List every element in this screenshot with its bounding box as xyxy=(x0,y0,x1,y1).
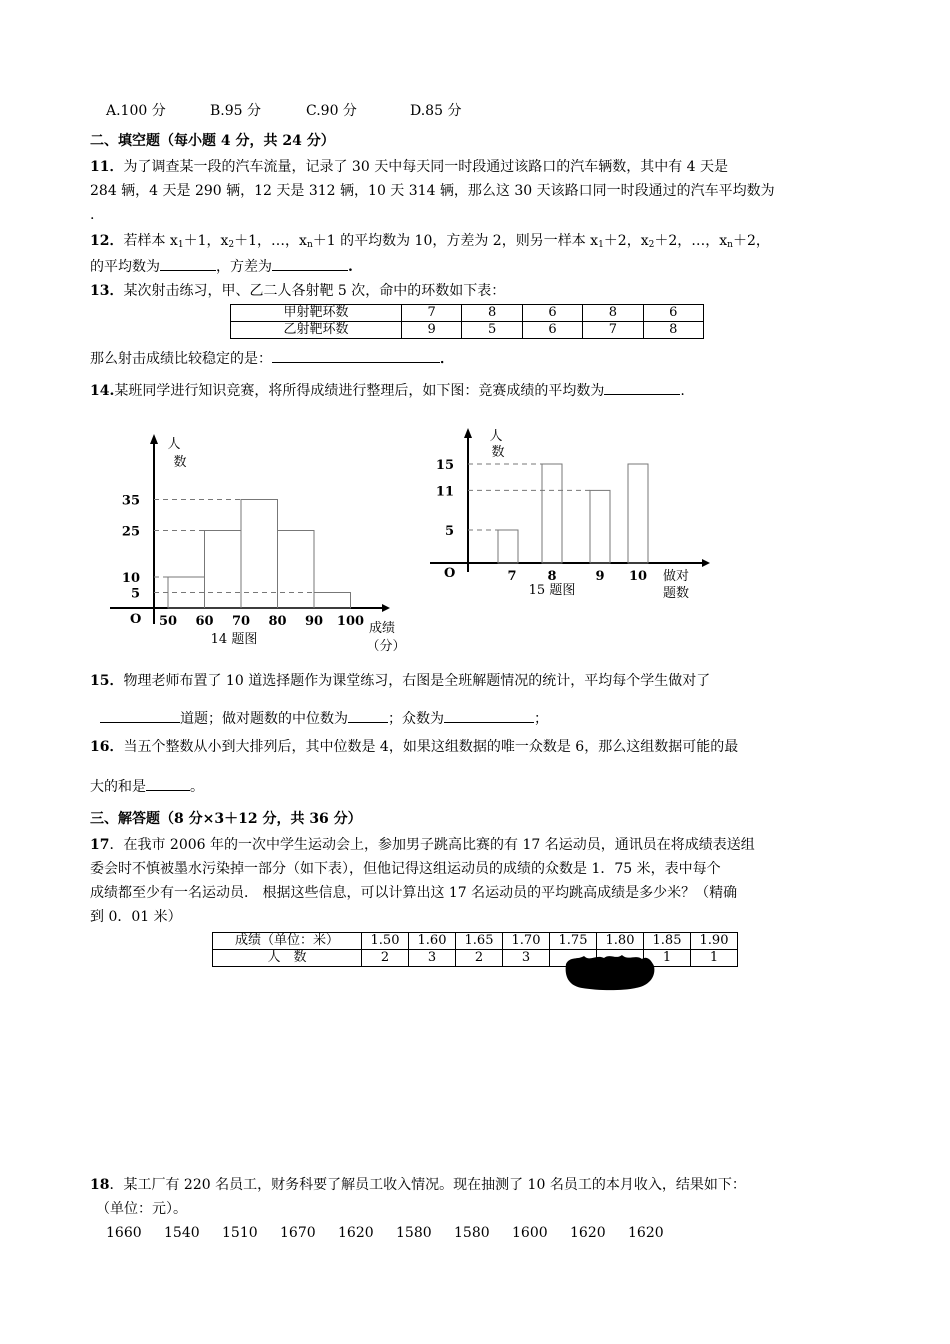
histogram-bar xyxy=(241,500,278,609)
q13-text: 某次射击练习，甲、乙二人各射靶 5 次，命中的环数如下表： xyxy=(123,283,506,299)
q17-height-cell: 1.50 xyxy=(362,933,409,950)
x-tick-label: 9 xyxy=(595,569,605,584)
q17-header-row xyxy=(213,933,738,950)
q13-cell: 8 xyxy=(462,305,522,322)
q16-answer-blank[interactable] xyxy=(146,774,190,791)
q17-line3: 成绩都至少有一名运动员． 根据这些信息，可以计算出这 17 名运动员的平均跳高成绩是多少米？（精确 xyxy=(90,885,738,901)
x-tick-label: 100 xyxy=(336,614,365,629)
q15-average-blank[interactable] xyxy=(100,706,180,723)
q14-end: . xyxy=(680,383,685,399)
q17-line1 xyxy=(90,834,755,856)
q15-mode-blank[interactable] xyxy=(444,706,534,723)
q18-line1 xyxy=(90,1174,746,1196)
q12-c: ＋1，…，x xyxy=(234,233,307,249)
q16-text1: 当五个整数从小到大排列后，其中位数是 4，如果这组数据的唯一众数是 6，那么这组数据可能的最 xyxy=(123,739,739,755)
x-tick-label: 90 xyxy=(304,614,324,629)
x-tick-label: 60 xyxy=(195,614,214,629)
income-value: 1660 xyxy=(106,1225,142,1241)
q12-s4: 1 xyxy=(598,240,604,250)
q13-cell: 7 xyxy=(583,322,643,339)
income-value: 1620 xyxy=(338,1225,374,1241)
y-axis-arrow xyxy=(464,428,472,438)
q17-height-cell: 1.60 xyxy=(409,933,456,950)
q12-s6: n xyxy=(727,240,733,250)
x-tick-label: 50 xyxy=(158,614,178,629)
q13-row-yi xyxy=(231,322,704,339)
q16-line2 xyxy=(90,774,204,798)
q15-line1 xyxy=(90,670,710,692)
q15-number: 15． xyxy=(90,673,124,689)
income-value: 1620 xyxy=(570,1225,606,1241)
x-axis-label: 成绩 xyxy=(368,621,396,636)
origin-label: O xyxy=(130,612,142,627)
y-axis-label-char: 数 xyxy=(173,455,187,470)
q17-text1: ．在我市 2006 年的一次中学生运动会上，参加男子跳高比赛的有 17 名运动员，通讯员在将成绩表送组 xyxy=(109,837,755,853)
q12-g: ＋2， xyxy=(732,233,770,249)
x-tick-label: 70 xyxy=(231,614,251,629)
q13-after xyxy=(90,346,454,370)
x-axis-arrow xyxy=(702,559,710,567)
q13-after-text: 那么射击成绩比较稳定的是： xyxy=(90,351,272,367)
q13-cell: 6 xyxy=(643,305,703,322)
q13-row-label: 乙射靶环数 xyxy=(231,322,402,339)
y-axis-label-char: 人 xyxy=(167,437,181,452)
q17-count-cell: 1 xyxy=(644,950,691,967)
q17-count-cell: 2 xyxy=(362,950,409,967)
q17-count-cell: 1 xyxy=(691,950,738,967)
q14-line xyxy=(90,378,685,402)
q17-line2: 委会时不慎被墨水污染掉一部分（如下表），但他记得这组运动员的成绩的众数是 1．75 米，表中每个 xyxy=(90,861,721,877)
q12-l2a: 的平均数为 xyxy=(90,259,160,275)
y-axis-label-char: 人 xyxy=(489,429,503,444)
q17-count-cell: 2 xyxy=(456,950,503,967)
q12-s1: 1 xyxy=(177,240,184,250)
q12-l2c: . xyxy=(348,259,353,275)
y-tick-label: 5 xyxy=(444,524,454,539)
q12-mean-blank[interactable] xyxy=(160,254,216,271)
income-value: 1600 xyxy=(512,1225,548,1241)
bar xyxy=(498,530,518,563)
ink-blot xyxy=(560,950,660,992)
y-tick-label: 11 xyxy=(435,484,454,500)
q13-row-jia xyxy=(231,305,704,322)
q12-a: 若样本 x xyxy=(123,233,178,249)
q15-median-blank[interactable] xyxy=(348,706,388,723)
y-tick-label: 10 xyxy=(121,571,140,586)
q12-variance-blank[interactable] xyxy=(272,254,348,271)
q12-b: ＋1，x xyxy=(183,233,229,249)
q13-answer-blank[interactable] xyxy=(272,346,440,363)
q13-cell: 6 xyxy=(522,305,582,322)
q11-text1: 为了调查某一段的汽车流量，记录了 30 天中每天同一时段通过该路口的汽车辆数，其中有 4 天是 xyxy=(123,159,729,175)
q11-number: 11． xyxy=(90,159,124,175)
q12-s3: n xyxy=(306,240,313,250)
histogram-bar xyxy=(278,531,315,609)
q12-d: ＋1 的平均数为 10，方差为 2，则另一样本 x xyxy=(312,233,599,249)
bar xyxy=(542,464,562,563)
option-d: D.85 分 xyxy=(410,103,462,119)
income-value: 1580 xyxy=(454,1225,490,1241)
x-tick-label: 10 xyxy=(628,569,648,584)
option-b: B.95 分 xyxy=(210,103,262,119)
q17-height-cell: 1.65 xyxy=(456,933,503,950)
q13-cell: 9 xyxy=(402,322,462,339)
q17-line4: 到 0．01 米） xyxy=(90,909,182,925)
histogram-bar xyxy=(205,531,242,609)
x-axis-arrow xyxy=(382,604,390,612)
income-value: 1540 xyxy=(164,1225,200,1241)
q18-number: 18 xyxy=(90,1177,110,1193)
option-c: C.90 分 xyxy=(306,103,357,119)
income-value: 1510 xyxy=(222,1225,258,1241)
y-tick-label: 35 xyxy=(121,493,140,509)
q11-line3: . xyxy=(90,207,95,223)
y-tick-label: 5 xyxy=(130,586,140,602)
q13-cell: 8 xyxy=(643,322,703,339)
q13-table xyxy=(230,304,704,339)
q17-number: 17 xyxy=(90,837,110,853)
q17-height-cell: 1.85 xyxy=(644,933,691,950)
y-axis-arrow xyxy=(150,434,158,444)
q14-text: 某班同学进行知识竞赛，将所得成绩进行整理后，如下图：竞赛成绩的平均数为 xyxy=(114,383,605,399)
x-axis-label: 做对 xyxy=(662,569,690,584)
y-axis-label-char: 数 xyxy=(491,445,505,460)
q17-count-cell: 3 xyxy=(503,950,550,967)
q17-height-cell: 1.70 xyxy=(503,933,550,950)
income-value: 1620 xyxy=(628,1225,664,1241)
q14-number: 14. xyxy=(90,383,115,399)
q13-line1 xyxy=(90,280,505,302)
q11-line2: 284 辆，4 天是 290 辆，12 天是 312 辆，10 天 314 辆，那么这 30 天该路口同一时段通过的汽车平均数为 xyxy=(90,183,775,199)
q13-row-label: 甲射靶环数 xyxy=(231,305,402,322)
q12-f: ＋2，…，x xyxy=(654,233,728,249)
chart-q14 xyxy=(110,428,410,658)
q17-height-cell: 1.75 xyxy=(550,933,597,950)
x-axis-label: （分） xyxy=(366,639,406,654)
q16-l2a: 大的和是 xyxy=(90,779,146,795)
q16-l2b: 。 xyxy=(190,779,204,795)
income-value: 1580 xyxy=(396,1225,432,1241)
section2-title: 二、填空题（每小题 4 分，共 24 分） xyxy=(90,133,335,149)
q17-header-label: 成绩（单位：米） xyxy=(213,933,362,950)
y-tick-label: 25 xyxy=(121,524,140,540)
x-axis-label: 题数 xyxy=(662,586,690,601)
q18-text1: ．某工厂有 220 名员工，财务科要了解员工收入情况。现在抽测了 10 名员工的本月收入，结果如下： xyxy=(109,1177,746,1193)
q12-s2: 2 xyxy=(228,240,235,250)
origin-label: O xyxy=(444,566,456,581)
q15-text1: 物理老师布置了 10 道选择题作为课堂练习，右图是全班解题情况的统计，平均每个学生做对了 xyxy=(123,673,711,689)
income-value: 1670 xyxy=(280,1225,316,1241)
q15-l2b: ；众数为 xyxy=(388,711,444,727)
q17-count-cell: 3 xyxy=(409,950,456,967)
q16-line1 xyxy=(90,736,738,758)
q12-line1 xyxy=(90,230,770,256)
chart-q15 xyxy=(430,422,720,612)
q12-line2 xyxy=(90,254,353,278)
bar xyxy=(628,464,648,563)
y-tick-label: 15 xyxy=(435,458,454,473)
q17-height-cell: 1.80 xyxy=(597,933,644,950)
q12-e: ＋2，x xyxy=(603,233,649,249)
x-tick-label: 8 xyxy=(547,569,557,584)
q15-l2c: ； xyxy=(534,711,548,727)
q12-l2b: ，方差为 xyxy=(216,259,272,275)
x-tick-label: 7 xyxy=(507,569,517,584)
q15-line2 xyxy=(100,706,548,730)
q13-after-end: ． xyxy=(440,351,454,367)
q17-height-cell: 1.90 xyxy=(691,933,738,950)
section3-title: 三、解答题（8 分×3＋12 分，共 36 分） xyxy=(90,811,362,827)
q13-number: 13． xyxy=(90,283,124,299)
bar xyxy=(590,490,610,563)
x-tick-label: 80 xyxy=(268,614,287,629)
option-a: A.100 分 xyxy=(106,103,166,119)
chart-caption: 14 题图 xyxy=(210,632,258,647)
q17-count-label: 人 数 xyxy=(213,950,362,967)
chart-caption: 15 题图 xyxy=(528,583,576,598)
q12-s5: 2 xyxy=(648,240,655,250)
q18-line2: （单位：元）。 xyxy=(96,1201,187,1217)
q16-number: 16． xyxy=(90,739,124,755)
q13-cell: 7 xyxy=(402,305,462,322)
q13-cell: 8 xyxy=(583,305,643,322)
q11-line1 xyxy=(90,156,728,178)
histogram-bar xyxy=(314,593,351,609)
q14-answer-blank[interactable] xyxy=(604,378,680,395)
q13-cell: 5 xyxy=(462,322,522,339)
q12-number: 12． xyxy=(90,233,124,249)
q15-l2a: 道题；做对题数的中位数为 xyxy=(180,711,348,727)
q13-cell: 6 xyxy=(522,322,582,339)
